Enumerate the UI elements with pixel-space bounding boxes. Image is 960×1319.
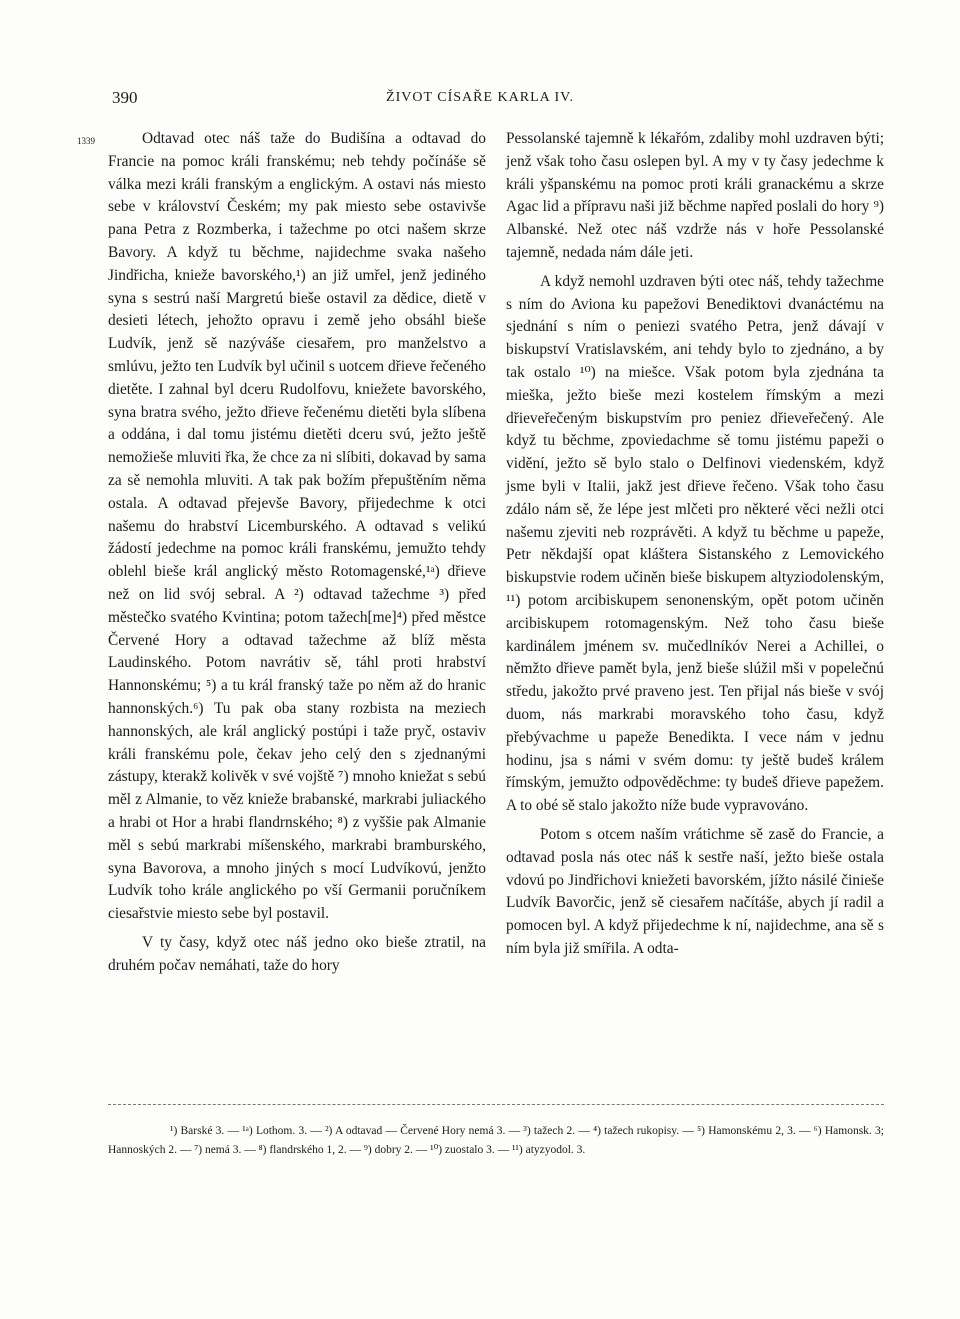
page-number: 390 (112, 88, 138, 107)
paragraph: A když nemohl uzdraven býti otec náš, tehdy tažechme s ním do Aviona ku papežovi Benediktovi dvanáctému na sjednání s ním o peniezi svatého Petra, jenž dávají v biskupství Vratislavském, ani tehdy bylo to zjednáno, a by tak ostalo ¹⁰) na miešce. Však potom byla zjednána ta mieška, ježto bieše mezi kostelem římským a mezi dřieveřečeným biskupstvím pro peniez dřieveřečený. Ale když tu běchme, zpoviedachme sě tomu jistému papeži o vidění, ježto sě bylo stalo o Delfinovi viedenském, když jsme byli v Italii, jakž jest dřieve řečeno. Však toho času zdálo nám sě, že lépe jest mlčeti pro některé věci nežli otci našemu zjeviti neb rozprávěti. A když tu běchme u papeže, Petr někdajší opat kláštera Sistanského z Lemovického biskupstvie rodem učiněn bieše biskupem altyziodolenským, ¹¹) potom arcibiskupem senonenským, opět potom učiněn arcibiskupem rotomagenským. Než toho času bieše kardinálem jménem sv. mučedlníkóv Nerei a Achillei, o němžto dřieve pamět byla, jenž bieše slúžil mši v popelečnú středu, jakožto prvé praveno jest. Ten přijal nás bieše v svój duom, nás markrabi moravského toho času, když přebývachme u papeže Benedikta. I vece nám v jednu hodinu, jsa s námi v svém domu: ty ještě budeš králem římským, jemužto odpověděchme: ty budeš dřieve papežem. A to obé sě stalo jakožto níže bude vypravováno. (506, 272, 884, 815)
paragraph: Pessolanské tajemně k lékařóm, zdaliby mohl uzdraven býti; jenž však toho času oslepen byl. A my v ty časy jedechme k králi yšpanskému na pomoc proti králi granackému a skrze Agac lid a přípravu naši již běchme napřed poslali do hory ⁹) Albanské. Než otec náš vzdrže nás v hoře Pessolanské tajemně, nedada nám dále jeti. (506, 130, 884, 261)
margin-year-note: 1339 (77, 136, 95, 146)
paragraph: Potom s otcem naším vrátichme sě zasě do Francie, a odtavad posla nás otec náš k sestře naší, ježto bieše ostala vdovú po Jindřichovi kniežeti bavorském, jížto násilé činieše Ludvík Bavorčic, jenž sě ciesařem načítáše, abych jí radil a pomocen byl. A když přijedechme k ní, najidechme, ana sě s ním byla již smířila. A odta- (506, 825, 884, 957)
paragraph: Odtavad otec náš taže do Budišína a odtavad do Francie na pomoc králi franskému; neb tehdy počínáše sě válka mezi králi franským a englickým. A ostavi nás miesto sebe v království Českém; my pak miesto sebe ostavivše pana Petra z Rozmberka, i tažechme po otci našem skrze Bavory. A když tu běchme, najidechme svaka našeho Jindřicha, knieže bavorského,¹) an již umřel, jenž jediného syna s sestrú naší Margretú bieše ostavil za dědice, dietě v desieti létech, jehožto opravu i země jeho obsáhl bieše Ludvík, jenž sě nazýváše ciesařem, pro manželstvo a smlúvu, ježto ten Ludvík byl učinil s uotcem dřieve řečeného dietěte. I zahnal byl dceru Rudolfovu, kniežete bavorského, syna bratra svého, ježto dřieve řečenému dietěti byla slíbena a oddána, i dal tomu jistému dietěti dceru svú, ježto ještě nemožieše mluviti řka, že chce za ni slíbiti, dokavad by sama za sě nemohla mluviti. A tak pak božím přepuštěním něma ostala. A odtavad přejevše Bavory, přijedechme k otci našemu do hrabství Licemburského. A odtavad s velikú žádostí jedechme na pomoc králi franskému, jemužto tehdy oblehl bieše král anglický město Rotomagenské,¹ᵃ) dřieve než on lid svój sebral. A ²) odtavad tažechme ³) před městečko svatého Kvintina; potom tažech[me]⁴) před městce Červené Hory a odtavad tažechme až blíž města Laudinského. Potom navrátiv sě, táhl proti hrabství Hannonskému; ⁵) a tu král franský taže po něm až do hranic hannonských.⁶) Tu pak oba stany rozbista na meziech hannonských, ale král anglický postúpi i taže pryč, ostaviv králi franskému pole, čekav jeho celý den s zjednanými zástupy, kterakž kolivěk v své vojště ⁷) mnoho kniežat s sebú měl z Almanie, to věz knieže brabanské, markrabi juliackého a hrabi ot Hor a hrabi flandrnského; ⁸) z vyššie pak Almanie měl s sebú markrabi míšenského, markrabi bramburského, syna Bavorova, a mnoho jiných s mocí Ludvíkovú, jenžto Ludvík toho krále anglického po vší Germanii poručníkem ciesařstvie miesto sebe byl postavil. (108, 130, 486, 923)
paragraph: V ty časy, když otec náš jedno oko bieše ztratil, na druhém počav nemáhati, taže do hory (108, 933, 486, 974)
left-column (108, 128, 486, 977)
page-header (110, 88, 850, 112)
footnote-divider (108, 1104, 884, 1105)
running-title: ŽIVOT CÍSAŘE KARLA IV. (386, 90, 574, 105)
right-column (506, 128, 884, 961)
footnotes: ¹) Barské 3. — ¹ᵃ) Lothom. 3. — ²) A odtavad — Červené Hory nemá 3. — ³) tažech 2. — ⁴) tažech rukopisy. — ⁵) Hamonskému 2, 3. — ⁶) Hamonsk. 3; Hannoských 2. — ⁷) nemá 3. — ⁸) flandrského 1, 2. — ⁹) dobry 2. — ¹⁰) zuostalo 3. — ¹¹) atyzyodol. 3. (108, 1125, 884, 1156)
